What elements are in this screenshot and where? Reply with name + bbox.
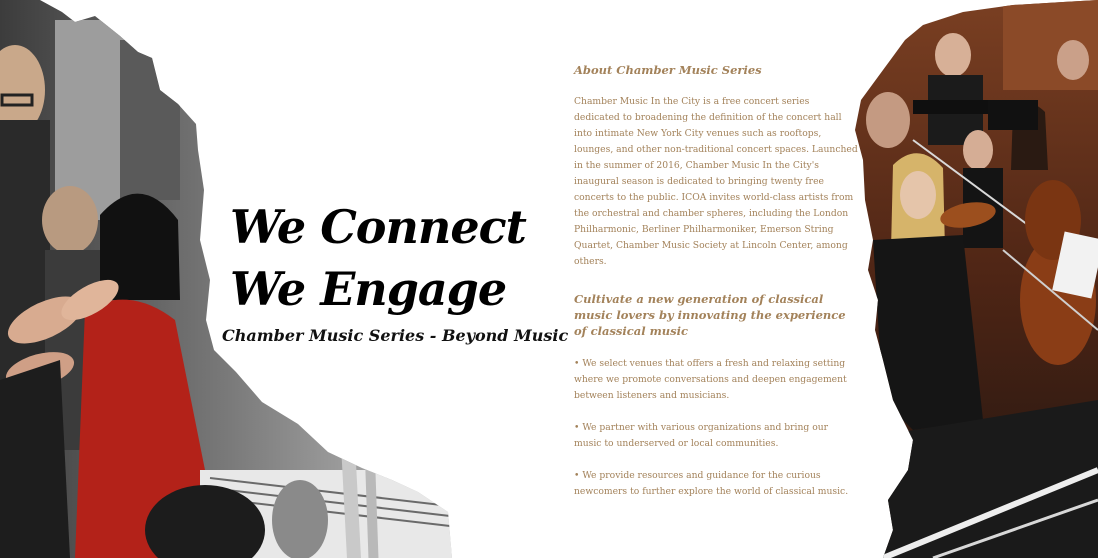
bullet-item: • We partner with various organizations and bring our music to underserved or local communities.	[574, 422, 829, 449]
about-tagline: Cultivate a new generation of classical music lovers by innovating the experience of classical music	[574, 292, 846, 338]
hero-title-line-1: We Connect	[230, 200, 526, 254]
about-intro-paragraph: Chamber Music In the City is a free concert series dedicated to broadening the definition of the concert hall into intimate New York City venues such as rooftops, lounges, and other non-traditional concert spaces. Launched in the summer of 2016, Chamber Music In the City's inaugural season is dedicated to bringing twenty free concerts to the public. ICOA invites world-class artists from the orchestral and chamber spheres, including the London Philharmonic, Berliner Philharmoniker, Emerson String Quartet, Chamber Music Society at Lincoln Center, among others.	[574, 96, 858, 267]
about-heading: About Chamber Music Series	[574, 63, 762, 77]
bullet-item: • We select venues that offers a fresh and relaxing setting where we promote conversations and deepen engagement between listeners and musicians.	[574, 358, 847, 401]
about-section	[574, 62, 858, 516]
hero-subtitle: Chamber Music Series - Beyond Music	[222, 326, 569, 345]
hero-block	[222, 196, 569, 345]
hero-title-line-2: We Engage	[230, 262, 507, 316]
bullet-item: • We provide resources and guidance for the curious newcomers to further explore the world of classical music.	[574, 470, 849, 497]
orchestra-photo	[853, 0, 1098, 558]
